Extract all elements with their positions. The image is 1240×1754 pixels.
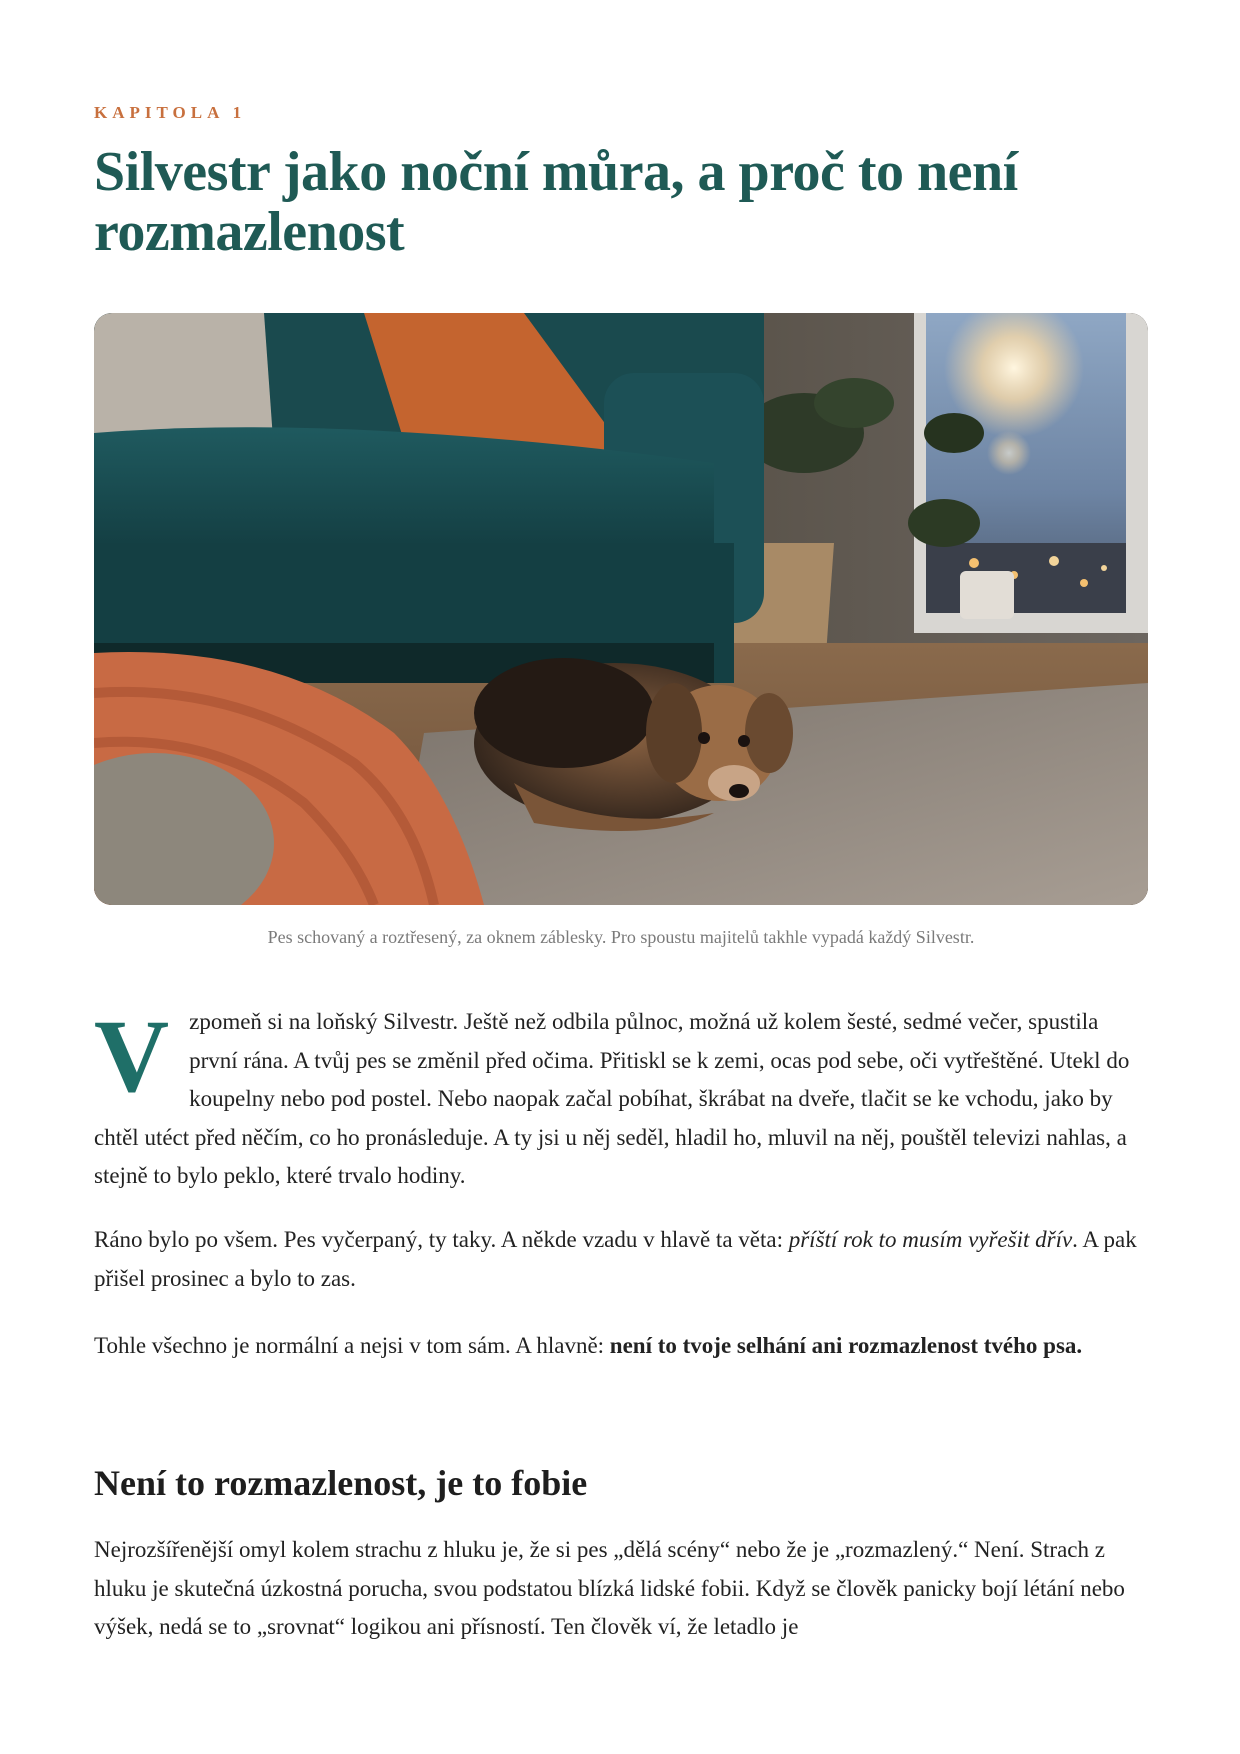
figure-caption: Pes schovaný a roztřesený, za oknem záblesky. Pro spoustu majitelů takhle vypadá každý Silvestr. <box>267 927 975 947</box>
chapter-title: Silvestr jako noční můra, a proč to není rozmazlenost <box>94 141 1018 263</box>
paragraph-morning-after <box>94 1221 1148 1298</box>
paragraph-morning-after-start: Ráno bylo po všem. Pes vyčerpaný, ty taky. A někde vzadu v hlavě ta věta: <box>94 1227 789 1252</box>
intro-paragraph-text: zpomeň si na loňský Silvestr. Ještě než odbila půlnoc, možná už kolem šesté, sedmé večer, spustila první rána. A tvůj pes se změnil před očima. Přitiskl se k zemi, ocas pod sebe, oči vytřeštěné. Utekl do koupelny nebo pod postel. Nebo naopak začal pobíhat, škrábat na dveře, tlačit se ke vchodu, jako by chtěl utéct před něčím, co ho pronásleduje. A ty jsi u něj seděl, hladil ho, mluvil na něj, pouštěl televizi nahlas, a stejně to bylo peklo, které trvalo hodiny. <box>94 1009 1130 1188</box>
intro-paragraph <box>94 999 1148 1196</box>
hero-photo <box>94 313 1148 905</box>
paragraph-phobia: Nejrozšířenější omyl kolem strachu z hluku je, že si pes „dělá scény“ nebo že je „rozmazlený.“ Není. Strach z hluku je skutečná úzkostná porucha, svou podstatou blízká lidské fobii. Když se člověk panicky bojí létání nebo výšek, nedá se to „srovnat“ logikou ani přísností. Ten člověk ví, že letadlo je <box>94 1537 1125 1639</box>
paragraph-not-your-fault-start: Tohle všechno je normální a nejsi v tom sám. A hlavně: <box>94 1333 610 1358</box>
paragraph-morning-after-italic: příští rok to musím vyřešit dřív <box>788 1227 1073 1252</box>
drop-cap: V <box>94 999 170 1114</box>
dog-under-sofa-fireworks-photo <box>94 313 1148 905</box>
paragraph-not-your-fault <box>94 1327 1148 1366</box>
paragraph-not-your-fault-bold: není to tvoje selhání ani rozmazlenost tvého psa. <box>609 1333 1083 1358</box>
chapter-kicker: KAPITOLA 1 <box>94 103 247 122</box>
paragraph-morning-after-end: . A pak přišel prosinec a bylo to zas. <box>94 1227 1137 1291</box>
section-heading: Není to rozmazlenost, je to fobie <box>94 1463 588 1503</box>
